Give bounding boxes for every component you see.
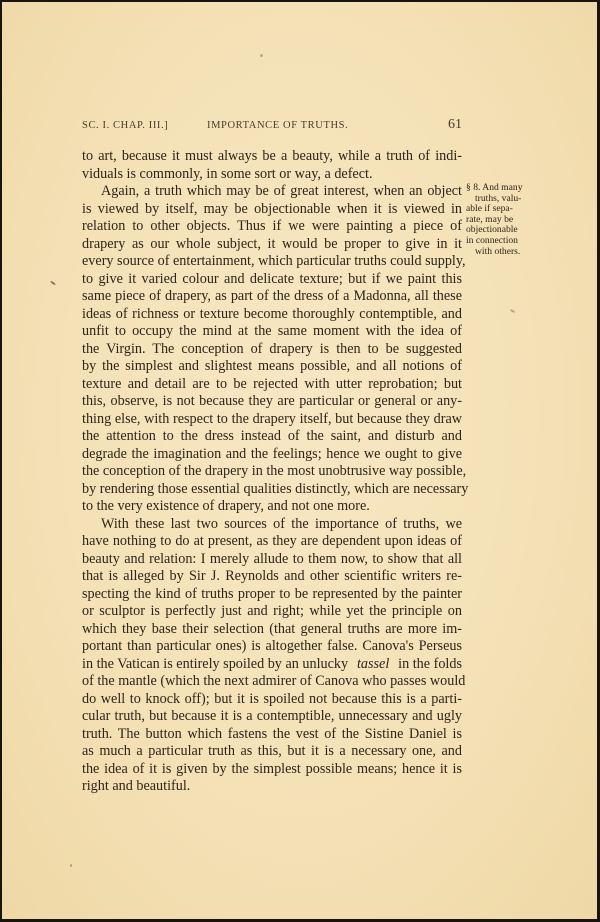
text-line: degrade the imagination and the feelings; hence we ought to give	[82, 445, 462, 462]
text-line: right and beautiful.	[82, 778, 191, 794]
paper-speck	[260, 54, 263, 57]
text-line: beauty and relation: I merely allude to them now, to show that all	[82, 550, 462, 567]
text-line: same piece of drapery, as part of the dress of a Madonna, all these	[82, 288, 462, 304]
marginal-note-line: rate, may be	[466, 213, 514, 225]
text-line: relation to other objects. Thus if we were painting a piece of	[82, 218, 462, 234]
text-line: every source of entertainment, which particular truths could supply,	[82, 253, 466, 269]
marginal-note-line: objectionable	[466, 224, 518, 236]
text-line: texture and detail are to be rejected with utter reprobation; but	[82, 375, 462, 392]
marginal-note-line: in connection	[466, 234, 518, 246]
page-number: 61	[448, 117, 462, 132]
text-line: to art, because it must always be a beauty, while a truth of indi-	[82, 148, 462, 164]
marginal-note-line: with others.	[475, 245, 521, 257]
italic-word: tassel	[356, 655, 390, 672]
chapter-reference: SC. I. CHAP. III.]	[82, 120, 169, 131]
paragraph-start-line: Again, a truth which may be of great interest, when an object	[101, 183, 462, 199]
text-line: the conception of the drapery in the most unobtrusive way possible,	[82, 463, 467, 479]
text-line: have nothing to do at present, as they are dependent upon ideas of	[82, 533, 462, 549]
paper-speck	[70, 864, 72, 867]
marginal-note	[466, 183, 558, 257]
text-line: truth. The button which fastens the vest of the Sistine Daniel is	[82, 725, 462, 742]
text-line: by the simplest and slightest means possible, and all notions of	[82, 358, 462, 374]
text-line: cular truth, but because it is a contemptible, unnecessary and ugly	[82, 708, 462, 724]
text-line: of the mantle (which the next admirer of Canova who passes would	[82, 673, 466, 689]
text-line: thing else, with respect to the drapery itself, but because they draw	[82, 410, 462, 427]
text-line: specting the kind of truths proper to be represented by the painter	[82, 585, 462, 602]
text-line: the attention to the dress instead of the saint, and disturb and	[82, 428, 462, 444]
paper-speck	[510, 309, 515, 313]
text-line: do well to knock off); but it is spoiled not because this is a parti-	[82, 690, 462, 707]
body-text	[82, 148, 469, 796]
text-line: viduals is commonly, in some sort or way, a defect.	[82, 165, 373, 182]
paper-speck	[50, 280, 56, 285]
marginal-note-line: truths, valu-	[475, 192, 522, 204]
paragraph-start-line: With these last two sources of the importance of truths, we	[101, 515, 462, 532]
text-line: as much a particular truth as this, but it is a necessary one, and	[82, 743, 462, 759]
text-line-with-italic	[82, 656, 462, 674]
line-segment: in the folds	[398, 655, 462, 672]
text-line: the Virgin. The conception of drapery is then to be suggested	[82, 340, 462, 357]
running-head	[82, 118, 462, 134]
running-title: IMPORTANCE OF TRUTHS.	[207, 120, 349, 131]
text-line: that is alleged by Sir J. Reynolds and other scientific writers re-	[82, 568, 462, 584]
marginal-note-line: § 8. And many	[466, 182, 523, 193]
text-line: this, observe, is not because they are particular or general or any-	[82, 393, 462, 409]
text-line: the idea of it is given by the simplest possible means; hence it is	[82, 760, 462, 777]
text-line: drapery as our whole subject, it would be proper to give in it	[82, 235, 462, 252]
text-line: which they base their selection (that general truths are more im-	[82, 620, 462, 637]
text-line: ideas of richness or texture become thoroughly contemptible, and	[82, 305, 462, 322]
marginal-note-line: able if sepa-	[466, 203, 513, 215]
text-line: is viewed by itself, may be objectionable when it is viewed in	[82, 200, 462, 217]
text-line: portant than particular ones) is altogether false. Canova's Perseus	[82, 638, 462, 654]
text-line: by rendering those essential qualities distinctly, which are necessary	[82, 480, 469, 497]
text-line: or sculptor is perfectly just and right; while yet the principle on	[82, 603, 462, 619]
book-page	[2, 2, 597, 919]
line-segment: in the Vatican is entirely spoiled by an unlucky	[82, 655, 349, 672]
text-line: to the very existence of drapery, and not one more.	[82, 498, 370, 514]
text-line: to give it varied colour and delicate texture; but if we paint this	[82, 270, 462, 287]
text-line: unfit to occupy the mind at the same moment with the idea of	[82, 323, 462, 339]
